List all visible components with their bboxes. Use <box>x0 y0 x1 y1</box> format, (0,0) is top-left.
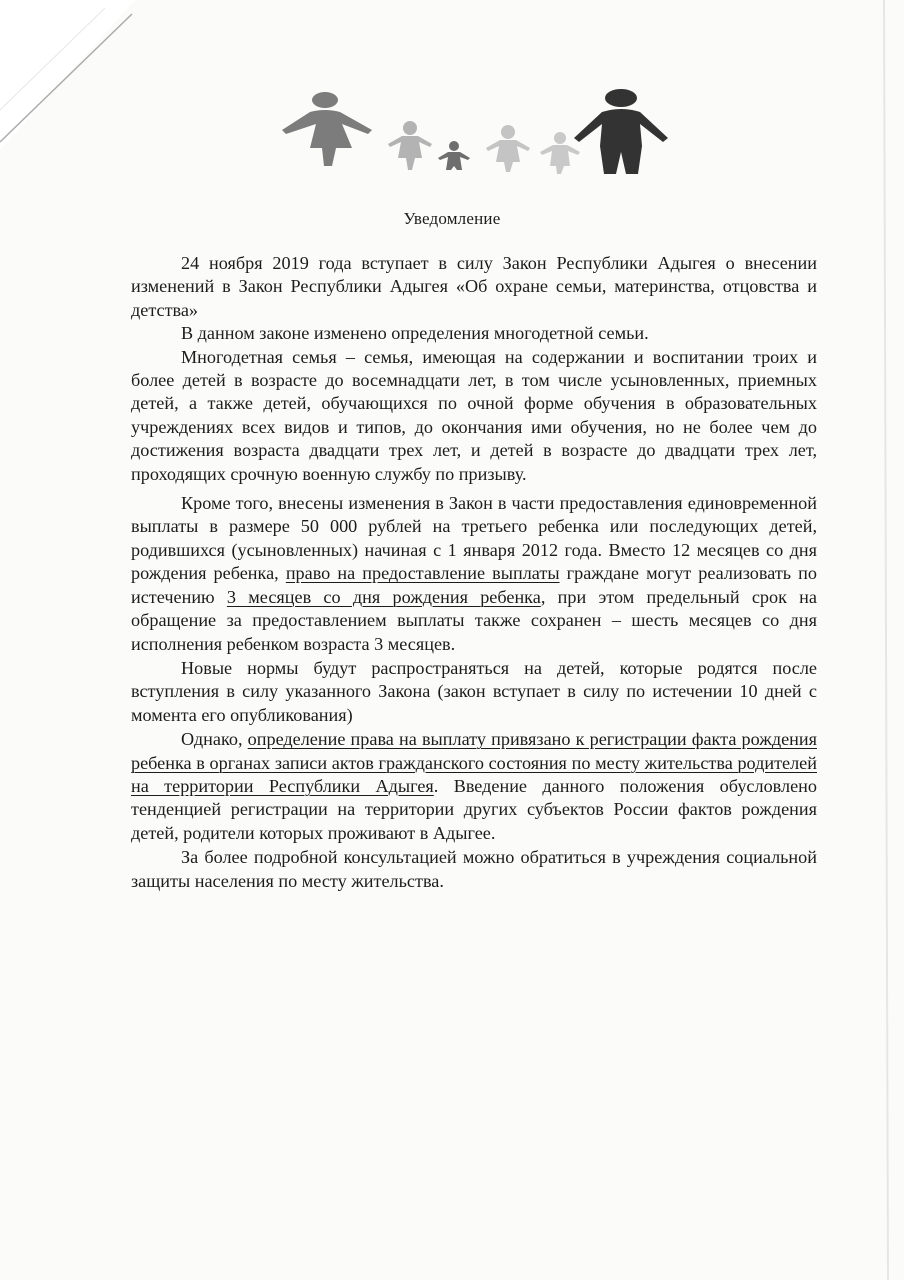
underlined-text: право на предоставление выплаты <box>285 563 560 584</box>
document-body <box>131 252 817 893</box>
paragraph-definition-changed: В данном законе изменено определения многодетной семьи. <box>181 323 649 344</box>
paragraph-large-family-definition: Многодетная семья – семья, имеющая на содержании и воспитании троих и более детей в возрасте до восемнадцати лет, в том числе усыновленных, приемных детей, а также детей, обучающихся по очной форме обучения в образовательных учреждениях всех видов и типов, до окончания ими обучения, но не более чем до достижения возраста двадцати трех лет, и детей в возрасте до двадцати трех лет, проходящих срочную военную службу по призыву. <box>131 346 817 484</box>
paragraph-text: Кроме того, внесены изменения в Закон в части предоставления единовременной выплаты в размере 50 000 рублей на третьего ребенка или последующих детей, родившихся (усыновленных) начиная с 1 января 2012 года. Вместо 12 месяцев со дня рождения ребенка, <box>131 493 817 584</box>
child-figure-icon <box>486 125 530 172</box>
family-figures-icon <box>280 86 680 178</box>
paragraph-text: . Введение данного положения обусловлено тенденцией регистрации на территории других субъектов России фактов рождения детей, родители которых проживают в Адыгее. <box>131 775 817 843</box>
paragraph-registration-requirement <box>131 728 817 845</box>
paragraph-text: , при этом предельный срок на обращение за предоставлением выплаты также сохранен – шесть месяцев со дня исполнения ребенком возраста 3 месяцев. <box>131 586 817 654</box>
father-figure-icon <box>574 89 668 174</box>
child-figure-icon <box>388 121 432 170</box>
paragraph-new-norms: Новые нормы будут распространяться на детей, которые родятся после вступления в силу указанного Закона (закон вступает в силу по истечении 10 дней с момента его опубликования) <box>131 657 817 725</box>
underlined-text: определение права на выплату привязано к регистрации факта рождения ребенка в органах записи актов гражданского состояния по месту жительства родителей на территории Республики Адыгея <box>131 729 817 796</box>
underlined-text: 3 месяцев со дня рождения ребенка <box>226 586 541 607</box>
paragraph-consultation: За более подробной консультацией можно обратиться в учреждения социальной защиты населения по месту жительства. <box>131 847 817 891</box>
mother-figure-icon <box>282 92 372 166</box>
paragraph-text: граждане могут реализовать по истечению <box>131 563 817 607</box>
paragraph-payment-changes <box>131 492 817 656</box>
child-figure-icon <box>540 132 580 174</box>
paragraph-law-effective-date: 24 ноября 2019 года вступает в силу Закон Республики Адыгея о внесении изменений в Закон Республики Адыгея «Об охране семьи, материнства, отцовства и детства» <box>131 253 817 320</box>
toddler-figure-icon <box>438 141 470 170</box>
paragraph-text: Однако, <box>181 729 248 750</box>
document-title: Уведомление <box>403 209 501 228</box>
